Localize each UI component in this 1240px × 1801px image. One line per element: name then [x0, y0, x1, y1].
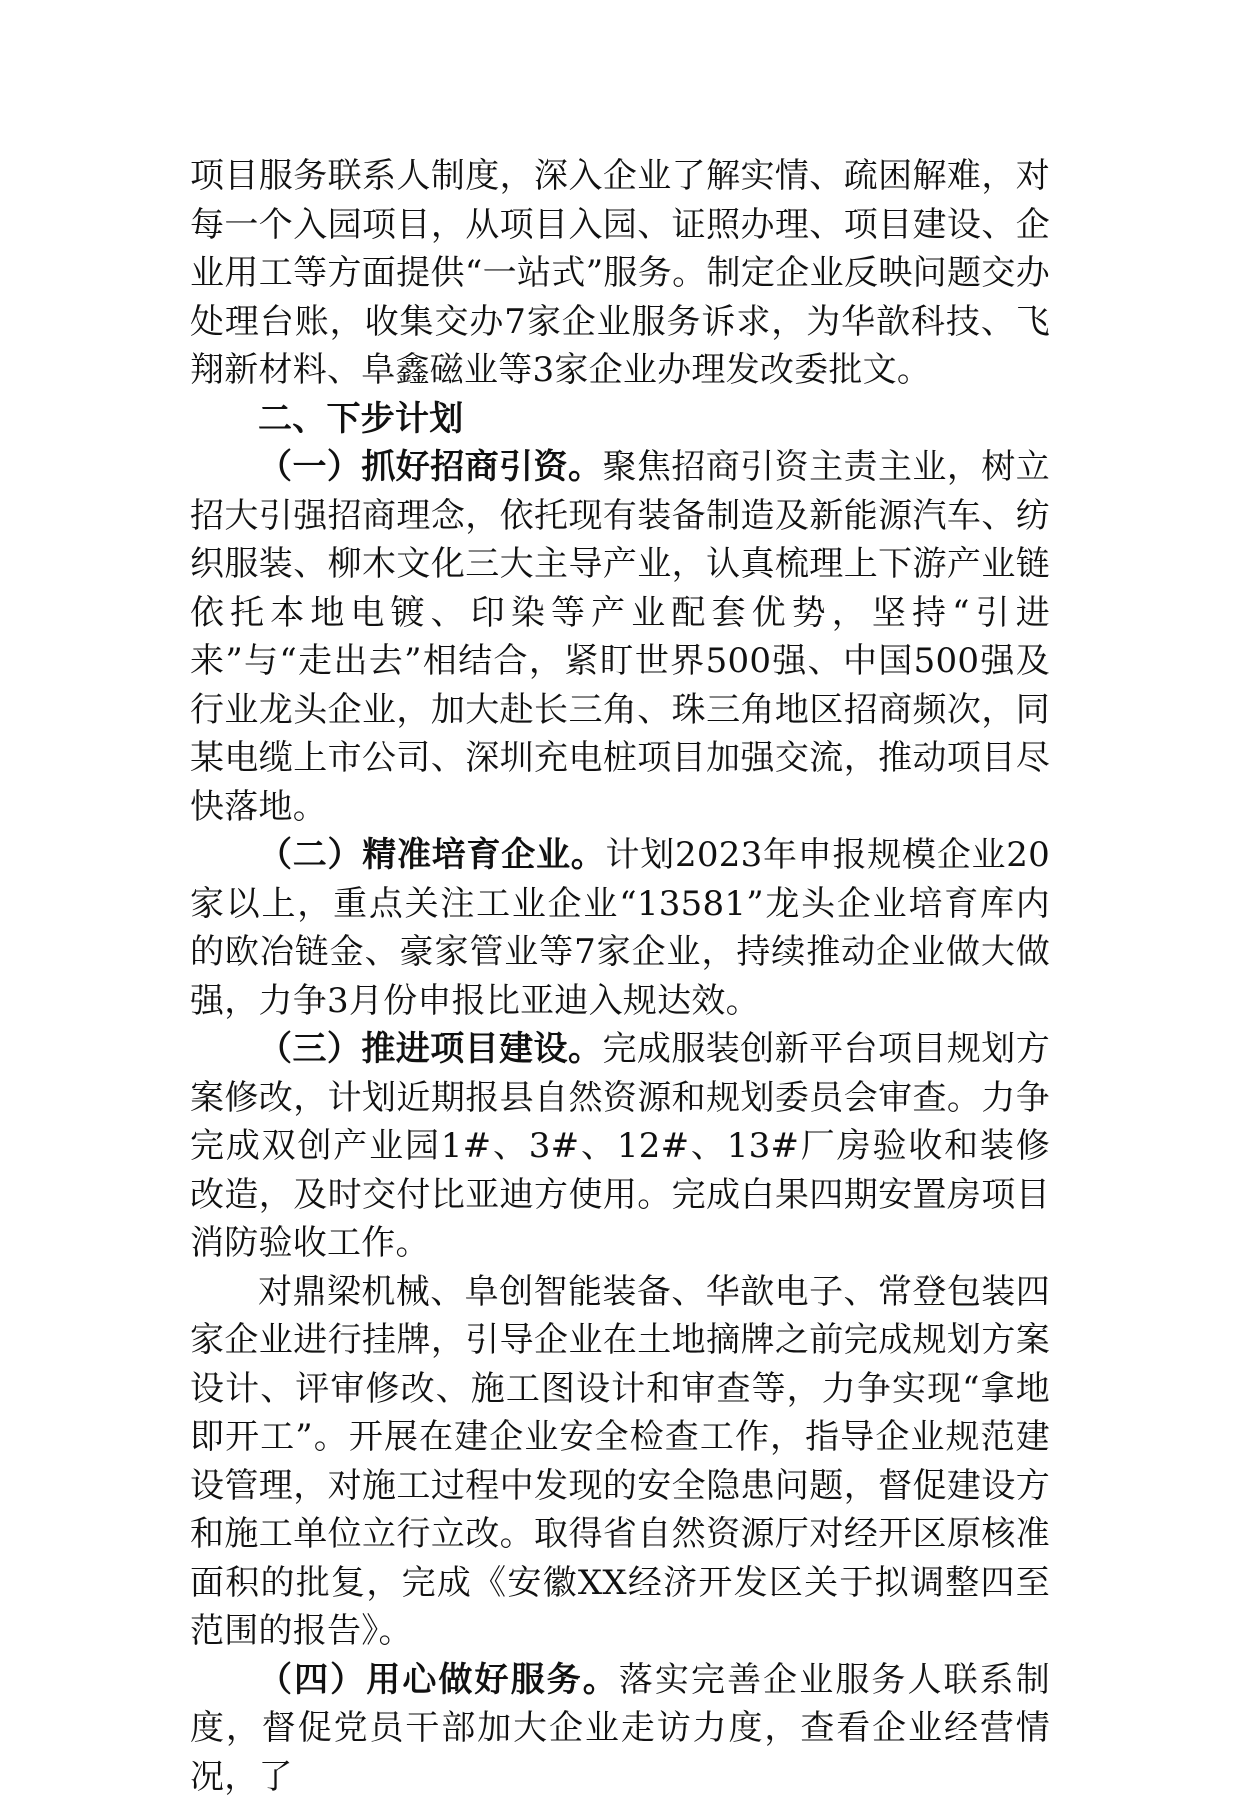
- section-heading-next-plan: 二、下步计划: [190, 395, 1050, 444]
- subheading-project-construction: （三）推进项目建设。: [258, 1029, 602, 1069]
- paragraph-investment-body: 聚焦招商引资主责主业，树立招大引强招商理念，依托现有装备制造及新能源汽车、纺织服装、柳木文化三大主导产业，认真梳理上下游产业链依托本地电镀、印染等产业配套优势，坚持“引进来”与“走出去”相结合，紧盯世界500强、中国500强及行业龙头企业，加大赴长三角、珠三角地区招商频次，同某电缆上市公司、深圳充电桩项目加强交流，推动项目尽快落地。: [190, 447, 1050, 827]
- subheading-enterprise-cultivation: （二）精准培育企业。: [258, 835, 605, 875]
- paragraph-service: [190, 1656, 1050, 1801]
- paragraph-enterprise-cultivation: [190, 831, 1050, 1025]
- subheading-investment: （一）抓好招商引资。: [258, 447, 602, 487]
- paragraph-enterprise-cultivation-body: 计划2023年申报规模企业20家以上，重点关注工业企业“13581”龙头企业培育库内的欧冶链金、豪家管业等7家企业，持续推动企业做大做强，力争3月份申报比亚迪入规达效。: [190, 835, 1050, 1021]
- subheading-service: （四）用心做好服务。: [258, 1660, 619, 1700]
- document-body: [190, 152, 1050, 1801]
- paragraph-service-contact: 项目服务联系人制度，深入企业了解实情、疏困解难，对每一个入园项目，从项目入园、证照办理、项目建设、企业用工等方面提供“一站式”服务。制定企业反映问题交办处理台账，收集交办7家企业服务诉求，为华歆科技、飞翔新材料、阜鑫磁业等3家企业办理发改委批文。: [190, 152, 1050, 395]
- paragraph-service-body: 落实完善企业服务人联系制度，督促党员干部加大企业走访力度，查看企业经营情况，了: [190, 1660, 1050, 1797]
- paragraph-listing-safety: 对鼎梁机械、阜创智能装备、华歆电子、常登包装四家企业进行挂牌，引导企业在土地摘牌之前完成规划方案设计、评审修改、施工图设计和审查等，力争实现“拿地即开工”。开展在建企业安全检查工作，指导企业规范建设管理，对施工过程中发现的安全隐患问题，督促建设方和施工单位立行立改。取得省自然资源厅对经开区原核准面积的批复，完成《安徽XX经济开发区关于拟调整四至范围的报告》。: [190, 1268, 1050, 1656]
- paragraph-project-construction-body: 完成服装创新平台项目规划方案修改，计划近期报县自然资源和规划委员会审查。力争完成双创产业园1#、3#、12#、13#厂房验收和装修改造，及时交付比亚迪方使用。完成白果四期安置房项目消防验收工作。: [190, 1029, 1050, 1263]
- paragraph-project-construction: [190, 1025, 1050, 1268]
- paragraph-investment: [190, 443, 1050, 831]
